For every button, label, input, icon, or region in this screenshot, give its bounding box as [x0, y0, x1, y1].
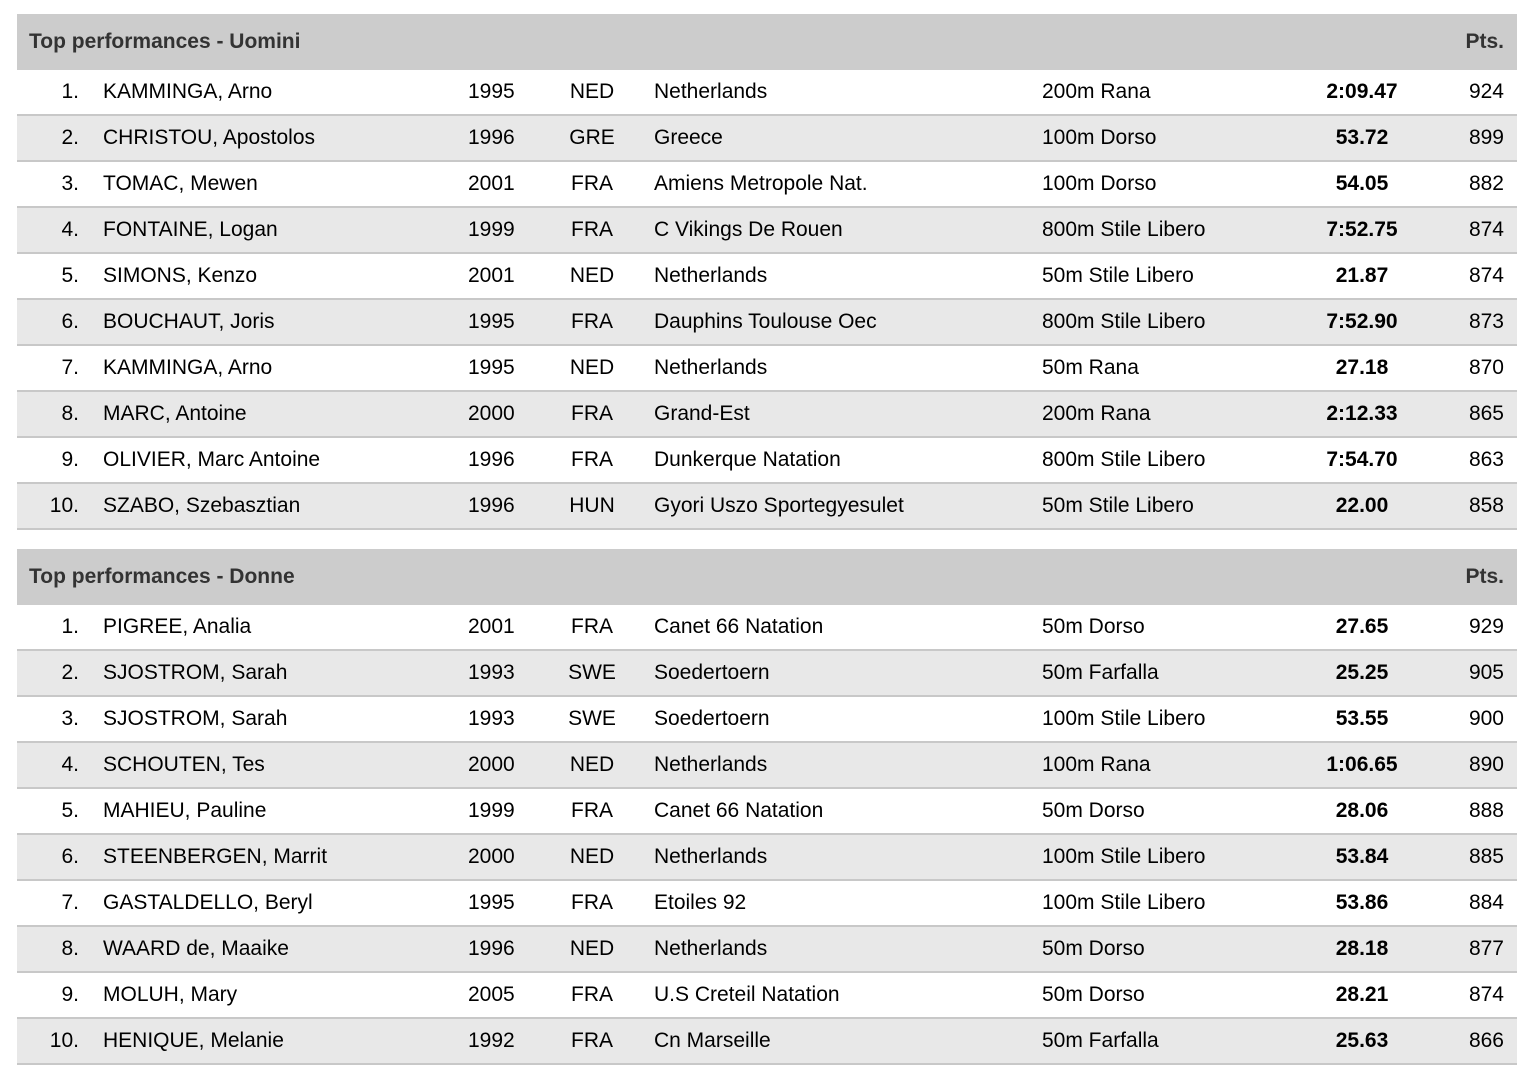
rank-cell: 8. [61, 402, 79, 425]
club-cell: Cn Marseille [654, 1029, 771, 1052]
nation-code-text: FRA [571, 891, 613, 914]
club-cell: Soedertoern [654, 707, 770, 730]
athlete-name-cell: SJOSTROM, Sarah [103, 707, 288, 730]
rank-cell: 7. [61, 356, 79, 379]
points-cell: 882 [1468, 172, 1504, 195]
athlete-name-cell: WAARD de, Maaike [103, 937, 289, 960]
nation-code-text: FRA [571, 615, 613, 638]
athlete-name-cell: PIGREE, Analia [103, 615, 252, 638]
birth-year-cell: 1993 [468, 661, 515, 684]
event-cell: 100m Stile Libero [1042, 845, 1206, 868]
rank-cell: 5. [61, 264, 79, 287]
club-cell: Netherlands [654, 80, 768, 103]
event-cell: 50m Dorso [1042, 937, 1145, 960]
points-cell: 884 [1468, 891, 1504, 914]
athlete-name-cell: HENIQUE, Melanie [103, 1029, 284, 1052]
time-cell: 7:54.70 [1326, 448, 1398, 471]
nation-code-text: FRA [571, 310, 613, 333]
time-cell: 7:52.75 [1326, 218, 1398, 241]
birth-year-cell: 2001 [468, 615, 515, 638]
points-cell: 870 [1468, 356, 1504, 379]
nation-code-text: FRA [571, 983, 613, 1006]
time-cell: 1:06.65 [1326, 753, 1398, 776]
time-cell: 22.00 [1335, 494, 1389, 517]
table-row [17, 392, 1517, 438]
club-cell: Gyori Uszo Sportegyesulet [654, 494, 904, 517]
club-cell: Netherlands [654, 356, 768, 379]
time-cell: 28.18 [1335, 937, 1389, 960]
time-cell: 25.63 [1335, 1029, 1389, 1052]
table-row [17, 254, 1517, 300]
table-row [17, 697, 1517, 743]
points-cell: 885 [1468, 845, 1504, 868]
rank-cell: 10. [49, 1029, 79, 1052]
section-men [17, 14, 1517, 530]
time-cell: 53.55 [1335, 707, 1389, 730]
table-row [17, 605, 1517, 651]
time-cell: 53.86 [1335, 891, 1389, 914]
nation-code-text: HUN [569, 494, 615, 517]
club-cell: Dauphins Toulouse Oec [654, 310, 877, 333]
event-cell: 100m Dorso [1042, 126, 1157, 149]
birth-year-cell: 2001 [468, 172, 515, 195]
table-row [17, 651, 1517, 697]
athlete-name-cell: KAMMINGA, Arno [103, 356, 273, 379]
points-column-header: Pts. [1465, 565, 1504, 588]
time-cell: 27.65 [1335, 615, 1389, 638]
club-cell: Netherlands [654, 845, 768, 868]
club-cell: U.S Creteil Natation [654, 983, 840, 1006]
rank-cell: 10. [49, 494, 79, 517]
rank-cell: 6. [61, 845, 79, 868]
time-cell: 25.25 [1335, 661, 1389, 684]
club-cell: Netherlands [654, 937, 768, 960]
event-cell: 100m Rana [1042, 753, 1151, 776]
table-row [17, 346, 1517, 392]
points-cell: 873 [1468, 310, 1504, 333]
rank-cell: 3. [61, 172, 79, 195]
athlete-name-cell: MARC, Antoine [103, 402, 247, 425]
athlete-name-cell: FONTAINE, Logan [103, 218, 278, 241]
rank-cell: 2. [61, 661, 79, 684]
event-cell: 50m Rana [1042, 356, 1139, 379]
birth-year-cell: 1996 [468, 448, 515, 471]
birth-year-cell: 1995 [468, 310, 515, 333]
club-cell: Netherlands [654, 753, 768, 776]
birth-year-cell: 1993 [468, 707, 515, 730]
points-cell: 888 [1468, 799, 1504, 822]
club-cell: Canet 66 Natation [654, 615, 824, 638]
table-row [17, 162, 1517, 208]
rank-cell: 1. [61, 615, 79, 638]
birth-year-cell: 1996 [468, 126, 515, 149]
table-row [17, 743, 1517, 789]
points-cell: 874 [1468, 264, 1504, 287]
time-cell: 2:12.33 [1326, 402, 1398, 425]
section-header [17, 549, 1517, 605]
nation-code-text: SWE [568, 707, 616, 730]
event-cell: 100m Stile Libero [1042, 707, 1206, 730]
table-row [17, 927, 1517, 973]
club-cell: Soedertoern [654, 661, 770, 684]
section-title: Top performances - Uomini [29, 30, 301, 53]
birth-year-cell: 2005 [468, 983, 515, 1006]
club-cell: Canet 66 Natation [654, 799, 824, 822]
points-cell: 929 [1468, 615, 1504, 638]
club-cell: C Vikings De Rouen [654, 218, 843, 241]
nation-code-text: FRA [571, 448, 613, 471]
table-row [17, 116, 1517, 162]
table-row [17, 438, 1517, 484]
rank-cell: 4. [61, 753, 79, 776]
nation-code-text: FRA [571, 402, 613, 425]
rank-cell: 8. [61, 937, 79, 960]
birth-year-cell: 1992 [468, 1029, 515, 1052]
birth-year-cell: 2000 [468, 753, 515, 776]
event-cell: 800m Stile Libero [1042, 448, 1206, 471]
rank-cell: 7. [61, 891, 79, 914]
table-row [17, 1019, 1517, 1065]
points-column-header: Pts. [1465, 30, 1504, 53]
points-cell: 905 [1468, 661, 1504, 684]
table-row [17, 300, 1517, 346]
section-header [17, 14, 1517, 70]
club-cell: Amiens Metropole Nat. [654, 172, 868, 195]
rank-cell: 5. [61, 799, 79, 822]
points-cell: 866 [1468, 1029, 1504, 1052]
nation-code-text: NED [569, 845, 615, 868]
event-cell: 50m Stile Libero [1042, 264, 1194, 287]
nation-code-text: FRA [571, 1029, 613, 1052]
event-cell: 200m Rana [1042, 402, 1151, 425]
event-cell: 50m Dorso [1042, 983, 1145, 1006]
birth-year-cell: 2000 [468, 845, 515, 868]
birth-year-cell: 1995 [468, 80, 515, 103]
event-cell: 800m Stile Libero [1042, 310, 1206, 333]
athlete-name-cell: MOLUH, Mary [103, 983, 238, 1006]
nation-code-text: FRA [571, 799, 613, 822]
birth-year-cell: 1996 [468, 937, 515, 960]
nation-code-text: SWE [568, 661, 616, 684]
time-cell: 21.87 [1335, 264, 1389, 287]
athlete-name-cell: SZABO, Szebasztian [103, 494, 301, 517]
nation-code-text: NED [569, 264, 615, 287]
event-cell: 50m Stile Libero [1042, 494, 1194, 517]
birth-year-cell: 1995 [468, 356, 515, 379]
rank-cell: 9. [61, 983, 79, 1006]
table-row [17, 881, 1517, 927]
time-cell: 53.84 [1335, 845, 1389, 868]
nation-code-text: FRA [571, 172, 613, 195]
club-cell: Dunkerque Natation [654, 448, 841, 471]
birth-year-cell: 1999 [468, 218, 515, 241]
points-cell: 899 [1468, 126, 1504, 149]
athlete-name-cell: BOUCHAUT, Joris [103, 310, 275, 333]
rank-cell: 3. [61, 707, 79, 730]
event-cell: 800m Stile Libero [1042, 218, 1206, 241]
athlete-name-cell: GASTALDELLO, Beryl [103, 891, 313, 914]
points-cell: 874 [1468, 218, 1504, 241]
rank-cell: 2. [61, 126, 79, 149]
event-cell: 50m Dorso [1042, 799, 1145, 822]
athlete-name-cell: CHRISTOU, Apostolos [103, 126, 316, 149]
points-cell: 900 [1468, 707, 1504, 730]
birth-year-cell: 1995 [468, 891, 515, 914]
section-title: Top performances - Donne [29, 565, 295, 588]
points-cell: 877 [1468, 937, 1504, 960]
birth-year-cell: 2001 [468, 264, 515, 287]
event-cell: 100m Stile Libero [1042, 891, 1206, 914]
athlete-name-cell: SCHOUTEN, Tes [103, 753, 265, 776]
athlete-name-cell: SIMONS, Kenzo [103, 264, 258, 287]
rank-cell: 6. [61, 310, 79, 333]
time-cell: 54.05 [1335, 172, 1389, 195]
table-row [17, 484, 1517, 530]
nation-code-text: NED [569, 356, 615, 379]
birth-year-cell: 2000 [468, 402, 515, 425]
table-row [17, 789, 1517, 835]
time-cell: 53.72 [1335, 126, 1389, 149]
time-cell: 28.06 [1335, 799, 1389, 822]
nation-code-text: FRA [571, 218, 613, 241]
table-row [17, 835, 1517, 881]
table-row [17, 973, 1517, 1019]
event-cell: 50m Farfalla [1042, 1029, 1159, 1052]
event-cell: 50m Farfalla [1042, 661, 1159, 684]
event-cell: 50m Dorso [1042, 615, 1145, 638]
table-row [17, 70, 1517, 116]
athlete-name-cell: OLIVIER, Marc Antoine [103, 448, 321, 471]
athlete-name-cell: STEENBERGEN, Marrit [103, 845, 328, 868]
club-cell: Etoiles 92 [654, 891, 747, 914]
birth-year-cell: 1996 [468, 494, 515, 517]
rank-cell: 4. [61, 218, 79, 241]
nation-code-text: NED [569, 753, 615, 776]
event-cell: 100m Dorso [1042, 172, 1157, 195]
club-cell: Greece [654, 126, 723, 149]
points-cell: 865 [1468, 402, 1504, 425]
club-cell: Grand-Est [654, 402, 750, 425]
club-cell: Netherlands [654, 264, 768, 287]
event-cell: 200m Rana [1042, 80, 1151, 103]
table-row [17, 208, 1517, 254]
section-women [17, 549, 1517, 1065]
points-cell: 890 [1468, 753, 1504, 776]
birth-year-cell: 1999 [468, 799, 515, 822]
nation-code-text: GRE [569, 126, 615, 149]
points-cell: 863 [1468, 448, 1504, 471]
points-cell: 858 [1468, 494, 1504, 517]
time-cell: 27.18 [1335, 356, 1389, 379]
time-cell: 7:52.90 [1326, 310, 1398, 333]
nation-code-text: NED [569, 937, 615, 960]
time-cell: 28.21 [1335, 983, 1389, 1006]
points-cell: 924 [1468, 80, 1504, 103]
points-cell: 874 [1468, 983, 1504, 1006]
time-cell: 2:09.47 [1326, 80, 1398, 103]
athlete-name-cell: KAMMINGA, Arno [103, 80, 273, 103]
athlete-name-cell: TOMAC, Mewen [103, 172, 258, 195]
athlete-name-cell: SJOSTROM, Sarah [103, 661, 288, 684]
rank-cell: 9. [61, 448, 79, 471]
rank-cell: 1. [61, 80, 79, 103]
athlete-name-cell: MAHIEU, Pauline [103, 799, 267, 822]
nation-code-text: NED [569, 80, 615, 103]
